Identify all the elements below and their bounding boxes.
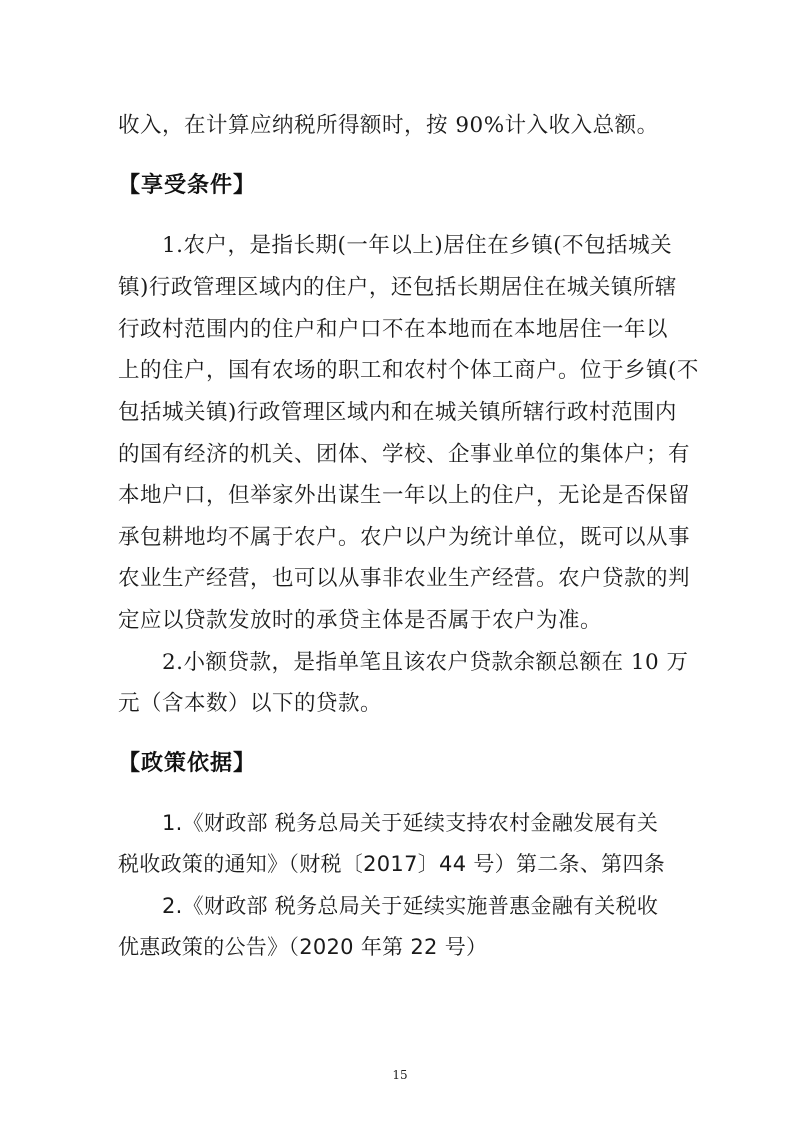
conditions-line: 1.农户，是指长期(一年以上)居住在乡镇(不包括城关 <box>162 233 673 258</box>
conditions-heading: 【享受条件】 <box>118 173 257 198</box>
conditions-line: 的国有经济的机关、团体、学校、企事业单位的集体户；有 <box>118 442 691 467</box>
conditions-line: 承包耕地均不属于农户。农户以户为统计单位，既可以从事 <box>118 525 691 550</box>
conditions-line: 包括城关镇)行政管理区域内和在城关镇所辖行政村范围内 <box>118 400 677 425</box>
intro-text-line: 收入，在计算应纳税所得额时，按 90%计入收入总额。 <box>118 113 659 138</box>
conditions-line: 2.小额贷款，是指单笔且该农户贷款余额总额在 10 万 <box>162 650 689 675</box>
basis-line: 1.《财政部 税务总局关于延续支持农村金融发展有关 <box>162 811 659 835</box>
page-number: 15 <box>392 1068 408 1082</box>
conditions-line: 行政村范围内的住户和户口不在本地而在本地居住一年以 <box>118 317 669 342</box>
conditions-line: 农业生产经营，也可以从事非农业生产经营。农户贷款的判 <box>118 566 691 591</box>
conditions-line: 定应以贷款发放时的承贷主体是否属于农户为准。 <box>118 608 603 633</box>
basis-heading: 【政策依据】 <box>118 751 257 776</box>
conditions-line: 本地户口，但举家外出谋生一年以上的住户，无论是否保留 <box>118 483 691 508</box>
basis-line: 税收政策的通知》（财税〔2017〕44 号）第二条、第四条 <box>118 852 666 876</box>
basis-line: 2.《财政部 税务总局关于延续实施普惠金融有关税收 <box>162 894 659 918</box>
conditions-line: 元（含本数）以下的贷款。 <box>118 691 383 716</box>
conditions-line: 上的住户，国有农场的职工和农村个体工商户。位于乡镇(不 <box>118 358 699 383</box>
conditions-line: 镇)行政管理区域内的住户，还包括长期居住在城关镇所辖 <box>118 275 677 300</box>
basis-line: 优惠政策的公告》（2020 年第 22 号） <box>118 935 488 959</box>
